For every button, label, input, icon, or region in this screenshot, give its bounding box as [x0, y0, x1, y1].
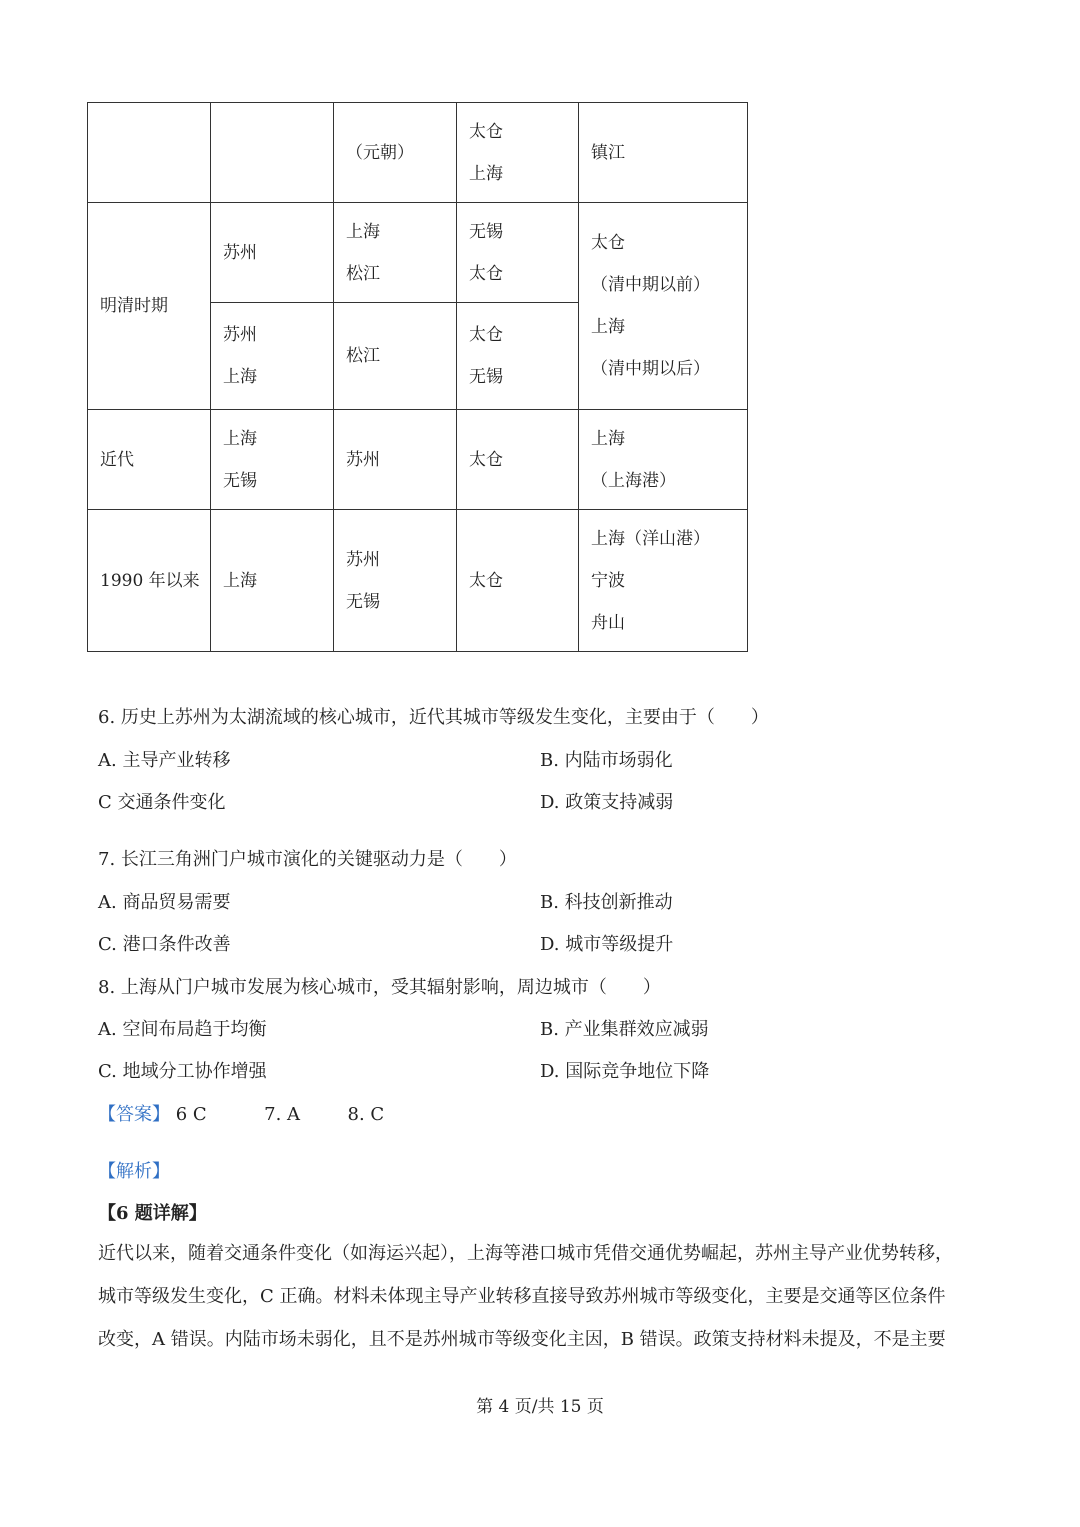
table-cell	[334, 303, 457, 410]
cell-text: 太仓	[469, 121, 503, 142]
table-cell	[211, 103, 334, 203]
cell-text: 苏州	[346, 549, 380, 570]
question-6-option-c: C 交通条件变化	[98, 792, 226, 813]
table-cell	[579, 510, 748, 652]
answer-7: 7. A	[264, 1104, 301, 1125]
cell-text: （上海港）	[591, 470, 676, 491]
cell-text: （清中期以前）	[591, 275, 710, 295]
cell-text: 无锡	[223, 470, 257, 491]
question-6-stem: 6. 历史上苏州为太湖流域的核心城市，近代其城市等级发生变化，主要由于（ ）	[98, 707, 769, 728]
cell-text: 明清时期	[100, 296, 168, 316]
table-cell	[334, 410, 457, 510]
cell-text: 太仓	[469, 449, 503, 470]
explanation-line: 近代以来，随着交通条件变化（如海运兴起），上海等港口城市凭借交通优势崛起，苏州主导产业优势转移，	[98, 1243, 953, 1264]
cell-text: 太仓	[469, 263, 503, 284]
question-7-option-d: D. 城市等级提升	[540, 934, 674, 955]
cell-text: 太仓	[591, 233, 625, 253]
question-8-option-b: B. 产业集群效应减弱	[540, 1019, 709, 1040]
cell-text: 上海	[346, 221, 380, 242]
cell-text: 舟山	[591, 612, 625, 633]
analysis-label: 【解析】	[98, 1161, 170, 1182]
cell-text: 上海	[223, 428, 257, 449]
question-6-option-d: D. 政策支持减弱	[540, 792, 674, 813]
table-cell	[579, 203, 748, 410]
cell-text: 上海（洋山港）	[591, 528, 710, 549]
cell-text: 上海	[469, 163, 503, 184]
table-cell	[334, 203, 457, 303]
cell-text: 镇江	[591, 142, 625, 163]
table-row	[88, 510, 748, 652]
cell-text: 太仓	[469, 325, 503, 345]
table-cell	[457, 203, 579, 303]
cell-text: 苏州	[346, 449, 380, 470]
cell-text: 苏州	[223, 242, 257, 263]
table-cell	[457, 510, 579, 652]
question-8-option-c: C. 地域分工协作增强	[98, 1061, 267, 1082]
cell-text: （清中期以后）	[591, 359, 710, 379]
cell-text: （元朝）	[346, 142, 414, 163]
explanation-line: 改变，A 错误。内陆市场未弱化，且不是苏州城市等级变化主因，B 错误。政策支持材料未提及，不是主要	[98, 1329, 946, 1350]
answer-line	[98, 1100, 384, 1126]
answer-6: 6 C	[175, 1104, 207, 1125]
question-6-option-a: A. 主导产业转移	[98, 750, 231, 771]
question-7-stem: 7. 长江三角洲门户城市演化的关键驱动力是（ ）	[98, 849, 517, 870]
answer-8: 8. C	[347, 1104, 385, 1125]
table-cell	[334, 510, 457, 652]
cell-text: 苏州	[223, 325, 257, 345]
table-cell	[457, 410, 579, 510]
cell-text: 上海	[223, 367, 257, 387]
cell-text: 宁波	[591, 570, 625, 591]
question-7-option-a: A. 商品贸易需要	[98, 892, 231, 913]
table-cell	[88, 103, 211, 203]
table-cell	[334, 103, 457, 203]
answer-label: 【答案】	[98, 1104, 170, 1125]
table-cell	[457, 303, 579, 410]
table-cell	[88, 510, 211, 652]
table-cell	[579, 410, 748, 510]
table-row	[88, 410, 748, 510]
cell-text: 上海	[591, 428, 625, 449]
table-cell	[211, 303, 334, 410]
table-row	[88, 103, 748, 203]
table-cell	[88, 203, 211, 410]
question-7-option-c: C. 港口条件改善	[98, 934, 231, 955]
table-cell	[211, 410, 334, 510]
question-8-option-a: A. 空间布局趋于均衡	[98, 1019, 267, 1040]
table-cell	[88, 410, 211, 510]
explanation-line: 城市等级发生变化，C 正确。材料未体现主导产业转移直接导致苏州城市等级变化，主要是交通等区位条件	[98, 1286, 946, 1307]
table-cell	[211, 510, 334, 652]
cell-text: 1990 年以来	[100, 570, 200, 591]
cell-text: 无锡	[469, 367, 503, 387]
question-6-option-b: B. 内陆市场弱化	[540, 750, 673, 771]
explanation-paragraph	[98, 1232, 988, 1361]
cell-text: 松江	[346, 346, 380, 366]
cell-text: 松江	[346, 263, 380, 284]
question-8-stem: 8. 上海从门户城市发展为核心城市，受其辐射影响，周边城市（ ）	[98, 977, 661, 998]
page-footer: 第 4 页/共 15 页	[476, 1397, 604, 1417]
table-row	[88, 203, 748, 303]
table-cell	[579, 103, 748, 203]
cell-text: 上海	[223, 570, 257, 591]
detail-label: 【6 题详解】	[98, 1203, 207, 1224]
question-7-option-b: B. 科技创新推动	[540, 892, 673, 913]
cell-text: 近代	[100, 449, 134, 470]
city-hierarchy-table	[87, 102, 748, 652]
table-cell	[457, 103, 579, 203]
cell-text: 上海	[591, 317, 625, 337]
question-8-option-d: D. 国际竞争地位下降	[540, 1061, 710, 1082]
table-cell	[211, 203, 334, 303]
cell-text: 无锡	[346, 591, 380, 612]
cell-text: 太仓	[469, 570, 503, 591]
cell-text: 无锡	[469, 221, 503, 242]
